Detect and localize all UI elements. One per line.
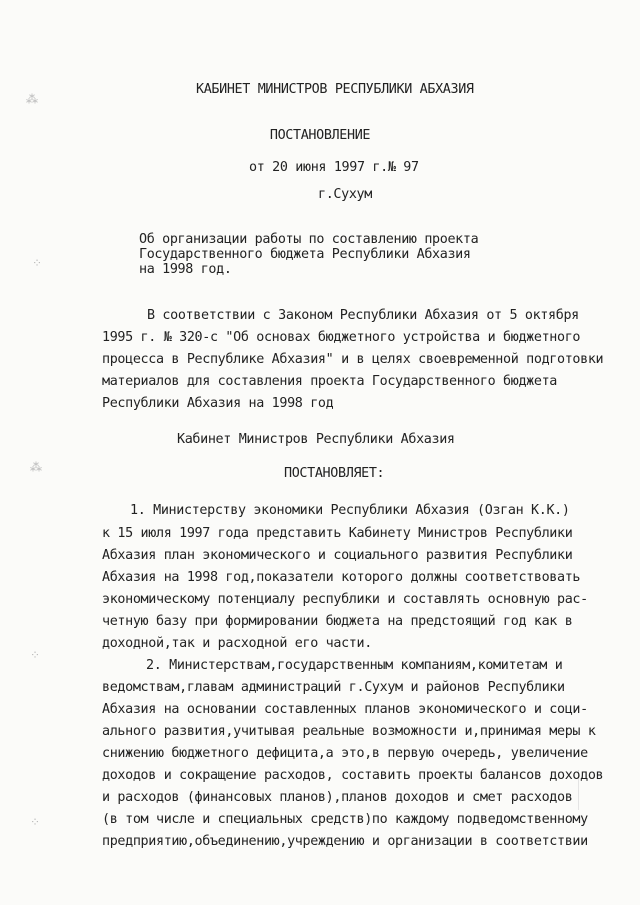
item2-line: 2. Министерствам,государственным компаниям,комитетам и — [146, 658, 563, 673]
item1-line: Абхазия на 1998 год,показатели которого должны соответствовать — [102, 570, 581, 585]
margin-mark: ⁘ — [32, 256, 43, 270]
margin-mark: ⁘ — [30, 648, 41, 662]
item2-line: (в том числе и специальных средств)по каждому подведомственному — [102, 812, 588, 827]
decrees-heading: ПОСТАНОВЛЯЕТ: — [284, 466, 385, 481]
item2-line: снижению бюджетного дефицита,а это,в первую очередь, увеличение — [102, 746, 588, 761]
subject-line: Об организации работы по составлению проекта — [139, 232, 479, 247]
preamble-line: материалов для составления проекта Государственного бюджета — [102, 374, 557, 389]
preamble-line: 1995 г. № 320-с "Об основах бюджетного устройства и бюджетного — [102, 330, 581, 345]
margin-mark: ⁂ — [26, 92, 38, 106]
item2-line: ведомствам,главам администраций г.Сухум и районов Республики — [102, 680, 565, 695]
item2-line: доходов и сокращение расходов, составить проекты балансов доходов — [102, 768, 604, 783]
document-type: ПОСТАНОВЛЕНИЕ — [269, 128, 371, 143]
margin-mark: ⁘ — [30, 815, 41, 829]
item2-line: предприятию,объединению,учреждению и организации в соответствии — [102, 834, 588, 849]
document-city: г.Сухум — [318, 187, 372, 202]
preamble-line: В соответствии с Законом Республики Абхазия от 5 октября — [147, 308, 579, 323]
item2-line: ального развития,учитывая реальные возможности и,принимая меры к — [102, 724, 596, 739]
item2-line: Абхазия на основании составленных планов экономического и соци- — [102, 702, 588, 717]
preamble-line: Республики Абхазия на 1998 год — [102, 396, 334, 411]
item1-line: доходной,так и расходной его части. — [102, 636, 372, 651]
cabinet-heading: КАБИНЕТ МИНИСТРОВ РЕСПУБЛИКИ АБХАЗИЯ — [196, 82, 474, 97]
item1-line: к 15 июля 1997 года представить Кабинету Министров Республики — [102, 526, 573, 541]
issuer-line: Кабинет Министров Республики Абхазия — [177, 432, 455, 447]
subject-line: на 1998 год. — [139, 262, 232, 277]
item1-line: 1. Министерству экономики Республики Абхазия (Озган К.К.) — [130, 503, 570, 518]
subject-line: Государственного бюджета Республики Абхазия — [139, 247, 471, 262]
item1-line: экономическому потенциалу республики и составлять основную рас- — [102, 592, 588, 607]
margin-mark: ⁂ — [30, 460, 42, 474]
preamble-line: процесса в Республике Абхазия" и в целях своевременной подготовки — [102, 352, 604, 367]
item1-line: четную базу при формировании бюджета на предстоящий год как в — [102, 614, 573, 629]
item1-line: Абхазия план экономического и социального развития Республики — [102, 548, 573, 563]
item2-line: и расходов (финансовых планов),планов доходов и смет расходов — [102, 790, 573, 805]
document-date-number: от 20 июня 1997 г.№ 97 — [249, 160, 419, 175]
